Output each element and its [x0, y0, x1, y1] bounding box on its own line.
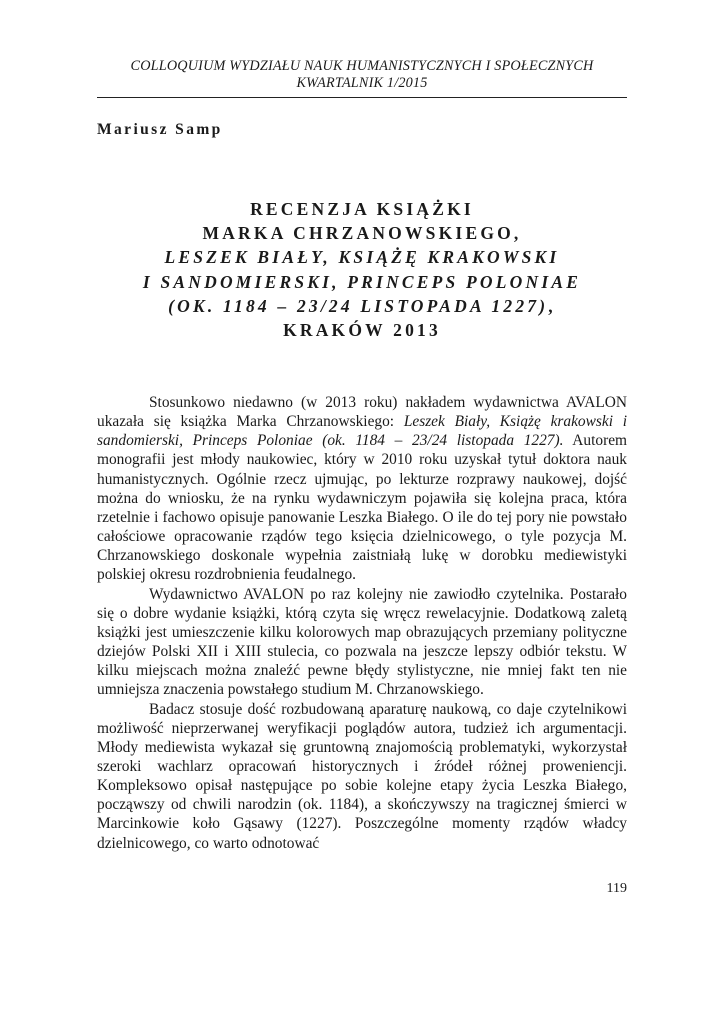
- title-line-5-italic: (OK. 1184 – 23/24 LISTOPADA 1227): [168, 295, 549, 316]
- paragraph-1-rest: Autorem monografii jest młody naukowiec, który w 2010 roku uzyskał tytuł doktora nauk humanistycznych. Ogólnie rzecz ujmując, po lekturze rozprawy naukowej, dojść można do wniosku, że na rynku wydawniczym pojawiła się kolejna praca, która rzetelnie i fachowo opisuje panowanie Leszka Białego. O ile do tej pory nie powstało całościowe opracowanie rządów tego księcia dzielnicowego, o tyle pozycja M. Chrzanowskiego doskonale wypełnia zaistniałą lukę w dorobku mediewistyki polskiej okresu rozdrobnienia feudalnego.: [97, 432, 627, 584]
- page-number: 119: [606, 881, 627, 896]
- header-divider: [97, 97, 627, 98]
- article-title: [97, 197, 627, 342]
- title-line-3: LESZEK BIAŁY, KSIĄŻĘ KRAKOWSKI: [164, 247, 560, 268]
- title-line-1: RECENZJA KSIĄŻKI: [250, 199, 474, 219]
- author-name: Mariusz Samp: [97, 121, 223, 138]
- paragraph-3: Badacz stosuje dość rozbudowaną aparaturę naukową, co daje czytelnikowi możliwość nieprzerwanej weryfikacji poglądów autora, tudzież ich argumentacji. Młody mediewista wykazał się gruntowną znajomością problematyki, wykorzystał szeroki wachlarz opracowań historycznych i źródeł różnej proweniencji. Kompleksowo opisał następujące po sobie kolejne etapy życia Leszka Białego, począwszy od chwili narodzin (ok. 1184), a skończywszy na tragicznej śmierci w Marcinkowie koło Gąsawy (1227). Poszczególne momenty rządów władcy dzielnicowego, co warto odnotować: [97, 700, 627, 852]
- article-body: [97, 393, 627, 853]
- title-line-2: MARKA CHRZANOWSKIEGO,: [202, 223, 522, 244]
- journal-issue: KWARTALNIK 1/2015: [296, 75, 428, 91]
- journal-header: [97, 58, 627, 92]
- title-line-5: [97, 294, 627, 318]
- title-line-5-comma: ,: [548, 295, 556, 316]
- book-title-citation: Leszek Biały, Książę krakowski i sandomierski, Princeps Poloniae (ok. 1184 – 23/24 listopada 1227).: [97, 413, 627, 450]
- journal-title: COLLOQUIUM WYDZIAŁU NAUK HUMANISTYCZNYCH I SPOŁECZNYCH: [130, 58, 594, 74]
- title-line-4: I SANDOMIERSKI, PRINCEPS POLONIAE: [142, 271, 582, 292]
- title-line-6: KRAKÓW 2013: [283, 320, 441, 341]
- paragraph-2: Wydawnictwo AVALON po raz kolejny nie zawiodło czytelnika. Postarało się o dobre wydanie książki, którą czyta się wręcz rewelacyjnie. Dodatkową zaletą książki jest umieszczenie kilku kolorowych map obrazujących przemiany polityczne dziejów Polski XII i XIII stulecia, co pozwala na jeszcze lepszy odbiór tekstu. W kilku miejscach można znaleźć pewne błędy stylistyczne, nie mniej fakt ten nie umniejsza znaczenia powstałego studium M. Chrzanowskiego.: [97, 585, 627, 699]
- paragraph-1: [97, 393, 627, 585]
- paragraph-1-intro: Stosunkowo niedawno (w 2013 roku) nakładem wydawnictwa AVALON ukazała się książka Marka Chrzanowskiego:: [97, 394, 627, 431]
